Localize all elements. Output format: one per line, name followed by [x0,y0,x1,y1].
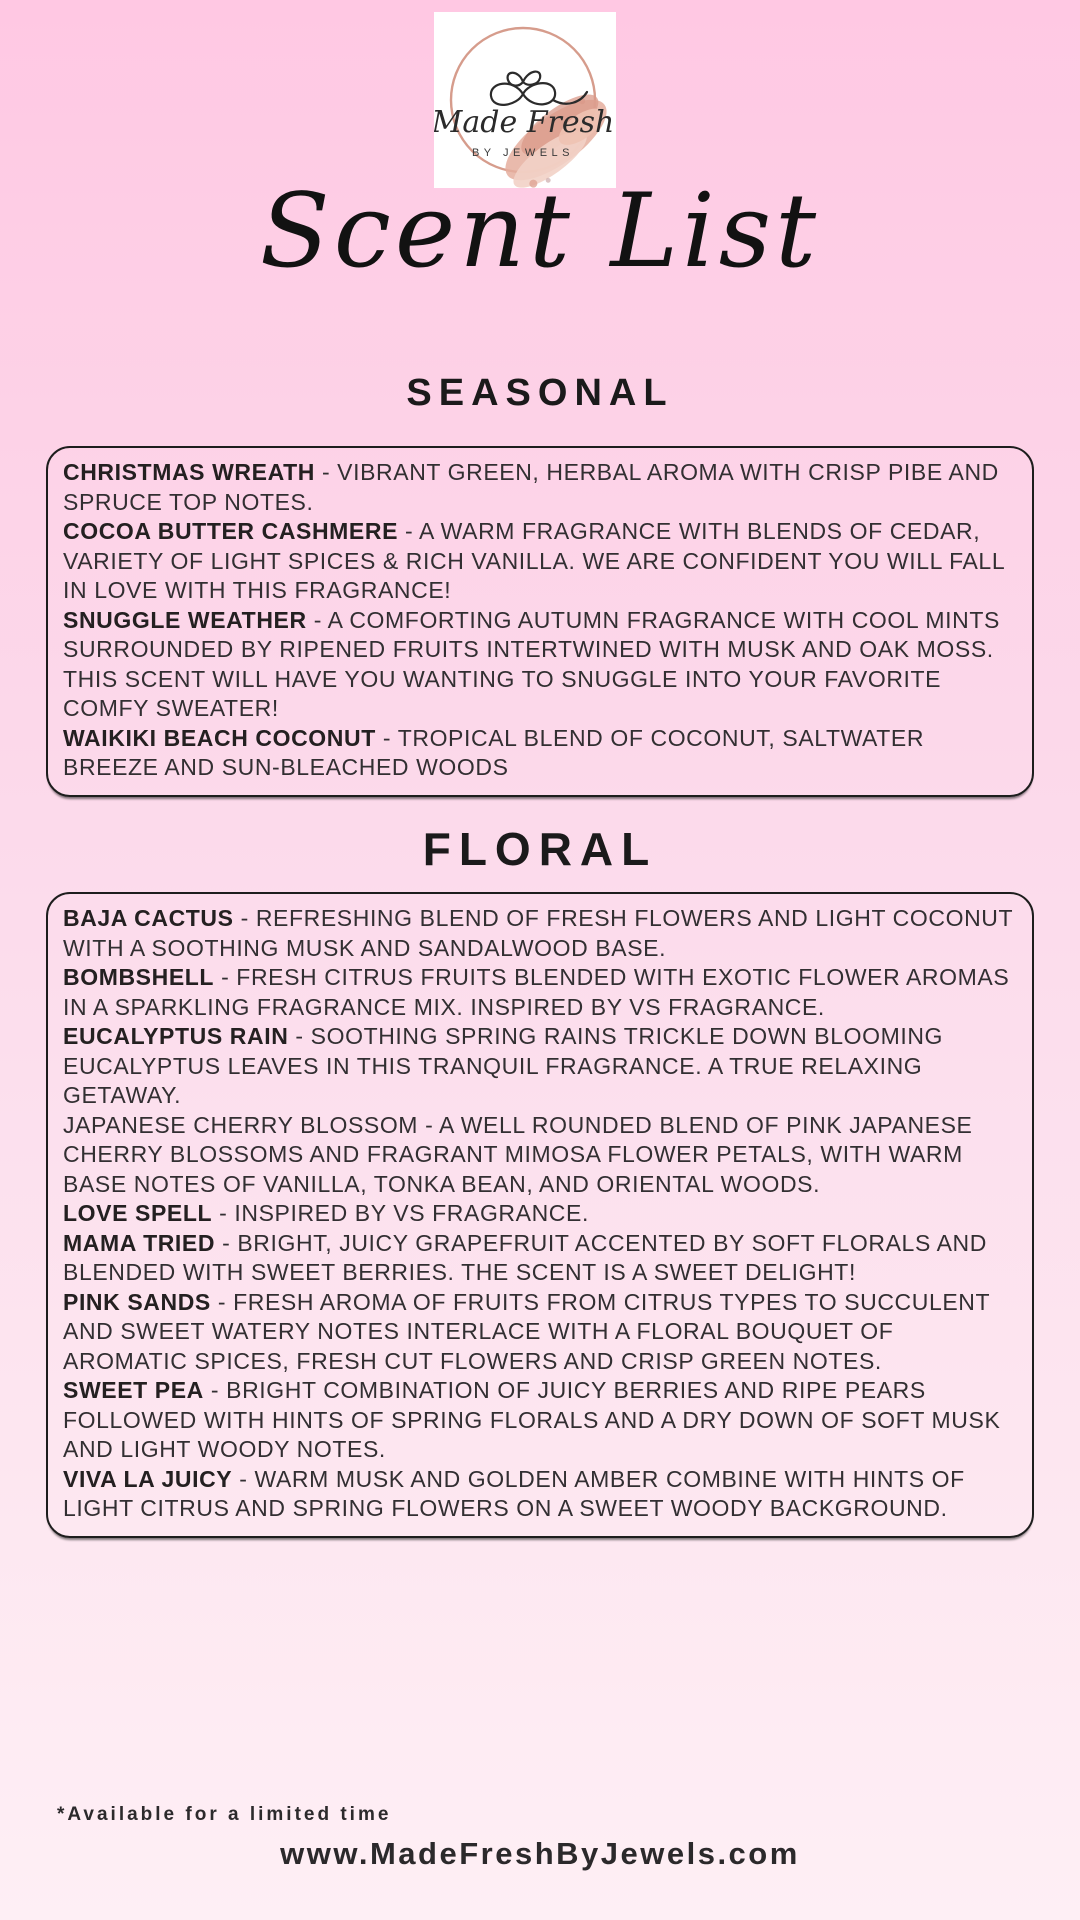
page-title: Scent List [259,172,821,291]
scent-description: - WARM MUSK AND GOLDEN AMBER COMBINE WITH HINTS OF LIGHT CITRUS AND SPRING FLOWERS ON A SWEET WOODY BACKGROUND. [63,1465,965,1521]
scent-name: SNUGGLE WEATHER [63,606,307,633]
scent-description: - A COMFORTING AUTUMN FRAGRANCE WITH COOL MINTS SURROUNDED BY RIPENED FRUITS INTERTWINED WITH MUSK AND OAK MOSS. THIS SCENT WILL HAVE YOU WANTING TO SNUGGLE INTO YOUR FAVORITE COMFY SWEATER! [63,606,1000,721]
scent-name: EUCALYPTUS RAIN [63,1023,289,1049]
scent-entry-japanese-cherry-blossom [63,1111,1017,1200]
floral-heading: FLORAL [422,823,658,875]
scent-entry-waikiki-beach-coconut [63,724,1017,783]
seasonal-scent-box [46,446,1034,797]
scent-name: SWEET PEA [63,1377,204,1403]
scent-name: WAIKIKI BEACH COCONUT [63,724,376,751]
scent-name: LOVE SPELL [63,1200,213,1226]
scent-description: - INSPIRED BY VS FRAGRANCE. [219,1200,589,1226]
scent-name: MAMA TRIED [63,1229,216,1256]
brand-logo [434,12,616,188]
scent-name: PINK SANDS [63,1288,211,1315]
scent-description: - BRIGHT, JUICY GRAPEFRUIT ACCENTED BY SOFT FLORALS AND BLENDED WITH SWEET BERRIES. THE SCENT IS A SWEET DELIGHT! [63,1229,987,1285]
scent-entry-baja-cactus [63,904,1017,963]
scent-entry-cocoa-butter-cashmere [63,517,1017,606]
scent-description: - REFRESHING BLEND OF FRESH FLOWERS AND LIGHT COCONUT WITH A SOOTHING MUSK AND SANDALWOOD BASE. [63,905,1013,961]
floral-scent-box [46,892,1034,1538]
scent-description: - FRESH CITRUS FRUITS BLENDED WITH EXOTIC FLOWER AROMAS IN A SPARKLING FRAGRANCE MIX. INSPIRED BY VS FRAGRANCE. [63,964,1010,1020]
scent-description: - TROPICAL BLEND OF COCONUT, SALTWATER BREEZE AND SUN-BLEACHED WOODS [63,724,925,780]
scent-name: JAPANESE CHERRY BLOSSOM [63,1111,419,1138]
scent-description: - BRIGHT COMBINATION OF JUICY BERRIES AND RIPE PEARS FOLLOWED WITH HINTS OF SPRING FLORALS AND A DRY DOWN OF SOFT MUSK AND LIGHT WOODY NOTES. [63,1377,1001,1462]
scent-entry-christmas-wreath [63,458,1017,517]
scent-name: BOMBSHELL [63,964,215,990]
scent-entry-eucalyptus-rain [63,1022,1017,1111]
scent-name: BAJA CACTUS [63,905,234,931]
limited-time-note: *Available for a limited time [57,1804,392,1825]
scent-entry-love-spell [63,1199,1017,1229]
scent-description: - A WARM FRAGRANCE WITH BLENDS OF CEDAR, VARIETY OF LIGHT SPICES & RICH VANILLA. WE ARE CONFIDENT YOU WILL FALL IN LOVE WITH THIS FRAGRANCE! [63,518,1005,603]
scent-entry-pink-sands [63,1288,1017,1377]
seasonal-heading: SEASONAL [406,372,674,414]
scent-name: COCOA BUTTER CASHMERE [63,518,399,544]
scent-description: - FRESH AROMA OF FRUITS FROM CITRUS TYPES TO SUCCULENT AND SWEET WATERY NOTES INTERLACE WITH A FLORAL BOUQUET OF AROMATIC SPICES, FRESH CUT FLOWERS AND CRISP GREEN NOTES. [63,1288,990,1374]
brand-logo-art [434,12,616,188]
scent-entry-mama-tried [63,1229,1017,1288]
website-link[interactable]: www.MadeFreshByJewels.com [280,1836,800,1871]
scent-name: VIVA LA JUICY [63,1465,233,1492]
scent-entry-snuggle-weather [63,606,1017,724]
scent-description: - SOOTHING SPRING RAINS TRICKLE DOWN BLOOMING EUCALYPTUS LEAVES IN THIS TRANQUIL FRAGRANCE. A TRUE RELAXING GETAWAY. [63,1023,944,1108]
scent-entry-sweet-pea [63,1376,1017,1465]
scent-description: - A WELL ROUNDED BLEND OF PINK JAPANESE CHERRY BLOSSOMS AND FRAGRANT MIMOSA FLOWER PETALS, WITH WARM BASE NOTES OF VANILLA, TONKA BEAN, AND ORIENTAL WOODS. [63,1111,973,1197]
scent-name: CHRISTMAS WREATH [63,459,315,485]
scent-entry-bombshell [63,963,1017,1022]
scent-entry-viva-la-juicy [63,1465,1017,1524]
brand-script-text: Made Fresh [434,105,615,140]
brand-sub-text: BY JEWELS [471,147,575,159]
scent-description: - VIBRANT GREEN, HERBAL AROMA WITH CRISP PIBE AND SPRUCE TOP NOTES. [63,459,999,515]
